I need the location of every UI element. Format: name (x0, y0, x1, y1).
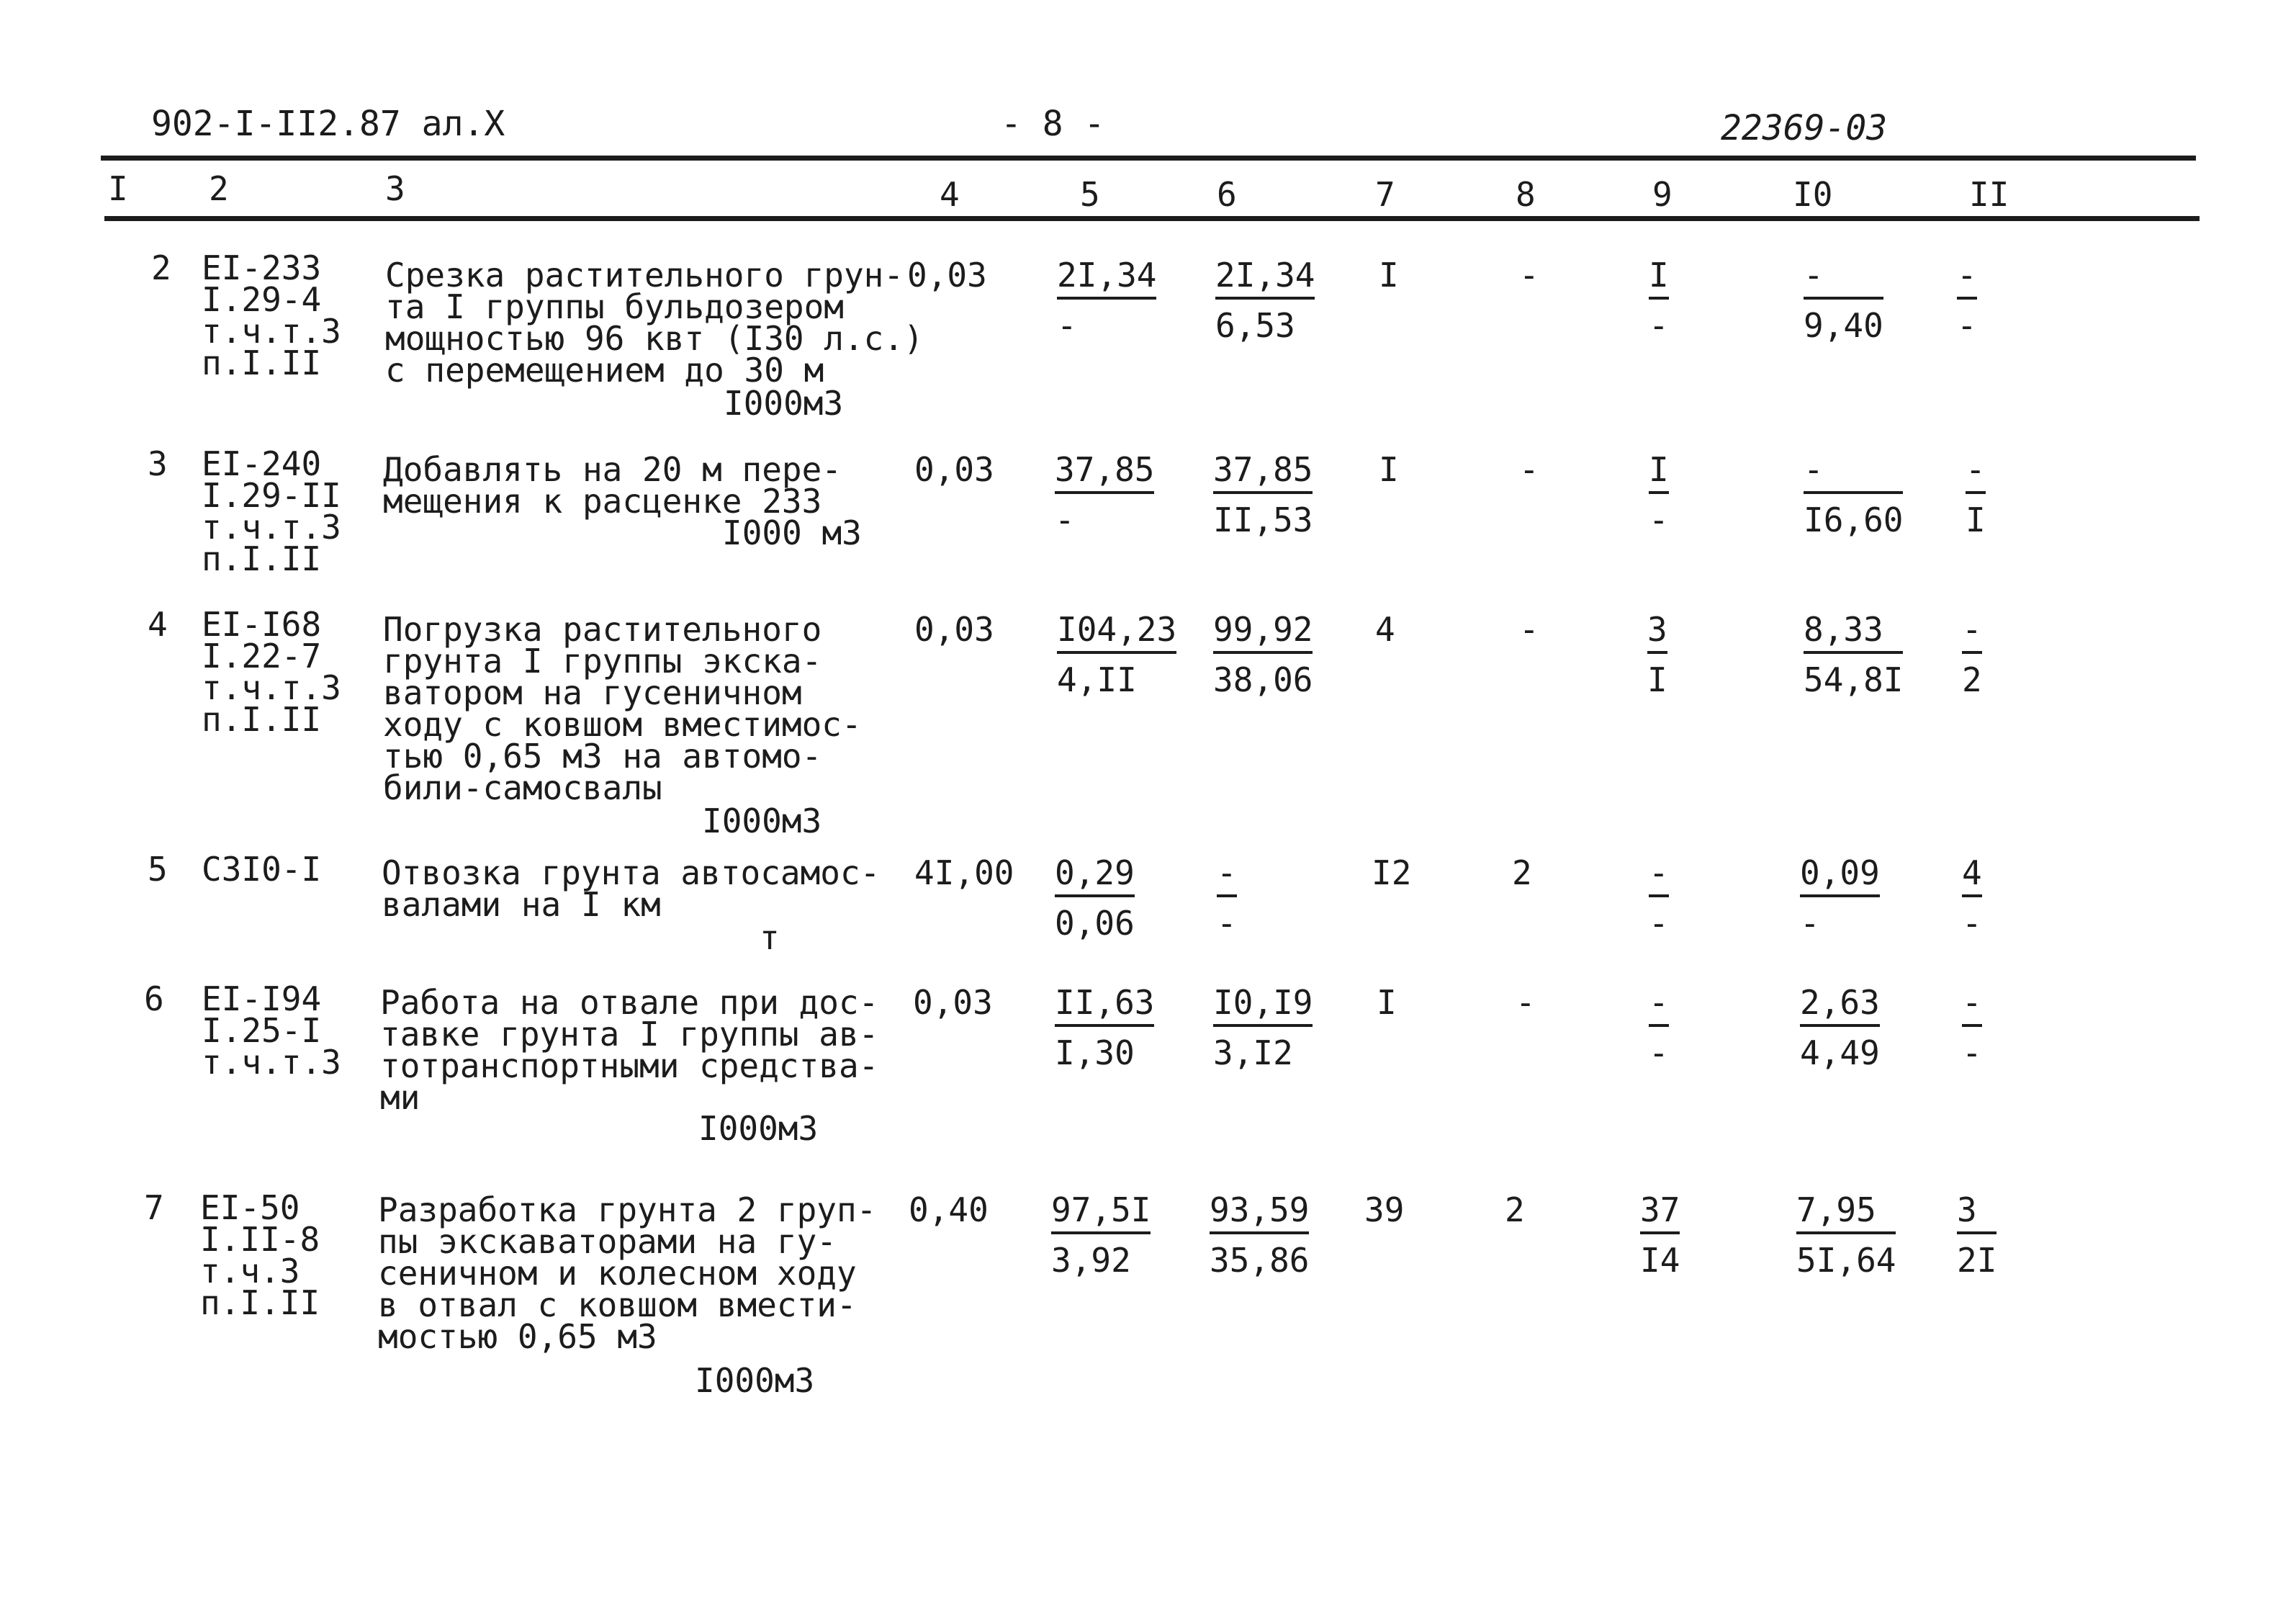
cost-fraction-col6: $\frac{93,59}{35,86}$ (1210, 1190, 1310, 1280)
col-header-3: 3 (385, 169, 405, 208)
norm-code: EI-I94 I.25-I т.ч.т.3 (202, 979, 341, 1082)
cost-fraction-col5: $\frac{97,5I}{3,92}$ (1051, 1190, 1151, 1280)
col-header-1: I (108, 169, 128, 208)
fraction-col9: $\frac{37}{I4}$ (1640, 1190, 1680, 1280)
unit-of-measure: I000 м3 (722, 513, 862, 552)
fraction-col11: $\frac{3}{2I}$ (1957, 1190, 1997, 1280)
fraction-col9: I - (1649, 450, 1669, 539)
col-header-11: II (1969, 175, 2009, 214)
unit-of-measure: т (760, 918, 780, 957)
row-number: 3 (148, 444, 168, 483)
quantity: 0,03 (907, 256, 987, 295)
value-col8: 2 (1512, 853, 1532, 892)
doc-code: 902-I-II2.87 ал.X (151, 104, 505, 144)
row-number: 4 (148, 605, 168, 644)
fraction-col9: $\frac{3}{I}$ (1647, 610, 1667, 699)
cost-fraction-col6: $\frac{2I,34}{6,53}$ (1215, 256, 1315, 345)
cost-fraction-col5: $\frac{II,63}{I,30}$ (1055, 983, 1155, 1072)
value-col8: - (1516, 983, 1536, 1022)
cost-fraction-col5: $\frac{I04,23}{4,II}$ (1057, 610, 1177, 699)
work-description: Работа на отвале при дос- тавке грунта I группы ав- тотранспортными средства- ми (380, 983, 879, 1117)
fraction-col9: - - (1649, 853, 1669, 943)
cost-fraction-col5: 37,85 - (1055, 450, 1155, 539)
col-header-8: 8 (1516, 175, 1536, 214)
fraction-col10: 0,09 - (1800, 853, 1880, 943)
value-col8: - (1519, 256, 1539, 295)
col-header-7: 7 (1375, 175, 1395, 214)
fraction-col11: - I (1966, 450, 1986, 539)
row-number: 5 (148, 850, 168, 889)
unit-of-measure: I000м3 (695, 1361, 815, 1400)
unit-of-measure: I000м3 (698, 1109, 819, 1148)
norm-code: C3I0-I (202, 850, 322, 889)
row-number: 7 (144, 1188, 164, 1227)
value-col7: I (1379, 450, 1399, 489)
col-header-5: 5 (1080, 175, 1100, 214)
cost-fraction-col6: $\frac{37,85}{II,53}$ (1213, 450, 1313, 539)
quantity: 4I,00 (914, 853, 1014, 892)
work-description: Добавлять на 20 м пере- мещения к расценке 233 (383, 450, 842, 521)
fraction-col10: - I6,60 (1804, 450, 1904, 539)
value-col8: - (1519, 450, 1539, 489)
quantity: 0,03 (914, 450, 994, 489)
norm-code: EI-I68 I.22-7 т.ч.т.3 п.I.II (202, 605, 341, 739)
fraction-col9: I - (1649, 256, 1669, 345)
value-col7: 4 (1375, 610, 1395, 649)
fraction-col10: $\frac{7,95}{5I,64}$ (1796, 1190, 1896, 1280)
doc-number: 22369-03 (1721, 108, 1888, 148)
quantity: 0,03 (913, 983, 993, 1022)
fraction-col9: - - (1649, 983, 1669, 1072)
cost-fraction-col6: $\frac{99,92}{38,06}$ (1213, 610, 1313, 699)
work-description: Разработка грунта 2 груп- пы экскаваторами на гу- сеничном и колесном ходу в отвал с ковшом вмести- мостью 0,65 м3 (378, 1190, 877, 1356)
fraction-col11: 4 - (1962, 853, 1982, 943)
col-header-6: 6 (1217, 175, 1237, 214)
value-col8: - (1519, 610, 1539, 649)
fraction-col10: $\frac{8,33}{54,8I}$ (1804, 610, 1904, 699)
fraction-col11: - 2 (1962, 610, 1982, 699)
value-col8: 2 (1505, 1190, 1525, 1229)
work-description: Погрузка растительного грунта I группы экска- ватором на гусеничном ходу с ковшом вместимос- тью 0,65 м3 на автомо- били-самосвалы (383, 610, 862, 807)
norm-code: EI-50 I.II-8 т.ч.3 п.I.II (200, 1188, 320, 1322)
work-description: Срезка растительного грун- та I группы бульдозером мощностью 96 квт (I30 л.с.) с перемещением до 30 м (385, 256, 924, 390)
quantity: 0,03 (914, 610, 994, 649)
fraction-col11: - - (1957, 256, 1977, 345)
table-header-rule (104, 216, 2200, 221)
unit-of-measure: I000м3 (724, 384, 844, 423)
value-col7: I2 (1372, 853, 1412, 892)
col-header-9: 9 (1652, 175, 1673, 214)
col-header-10: I0 (1793, 175, 1833, 214)
work-description: Отвозка грунта автосамос- валами на I км (382, 853, 881, 924)
table-top-rule (101, 156, 2196, 161)
value-col7: I (1379, 256, 1399, 295)
row-number: 6 (144, 979, 164, 1018)
unit-of-measure: I000м3 (702, 802, 822, 840)
col-header-4: 4 (940, 175, 960, 214)
norm-code: EI-240 I.29-II т.ч.т.3 п.I.II (202, 444, 341, 578)
fraction-col11: - - (1962, 983, 1982, 1072)
cost-fraction-col5: $\frac{0,29}{0,06}$ (1055, 853, 1135, 943)
fraction-col10: $\frac{2,63}{4,49}$ (1800, 983, 1880, 1072)
fraction-col10: - 9,40 (1804, 256, 1883, 345)
row-number: 2 (151, 248, 171, 287)
page-number: - 8 - (1001, 104, 1105, 144)
norm-code: EI-233 I.29-4 т.ч.т.3 п.I.II (202, 248, 341, 382)
cost-fraction-col6: - - (1217, 853, 1237, 943)
quantity: 0,40 (909, 1190, 989, 1229)
cost-fraction-col5: 2I,34 - (1057, 256, 1157, 345)
col-header-2: 2 (209, 169, 229, 208)
value-col7: I (1377, 983, 1397, 1022)
value-col7: 39 (1364, 1190, 1405, 1229)
cost-fraction-col6: $\frac{I0,I9}{3,I2}$ (1213, 983, 1313, 1072)
